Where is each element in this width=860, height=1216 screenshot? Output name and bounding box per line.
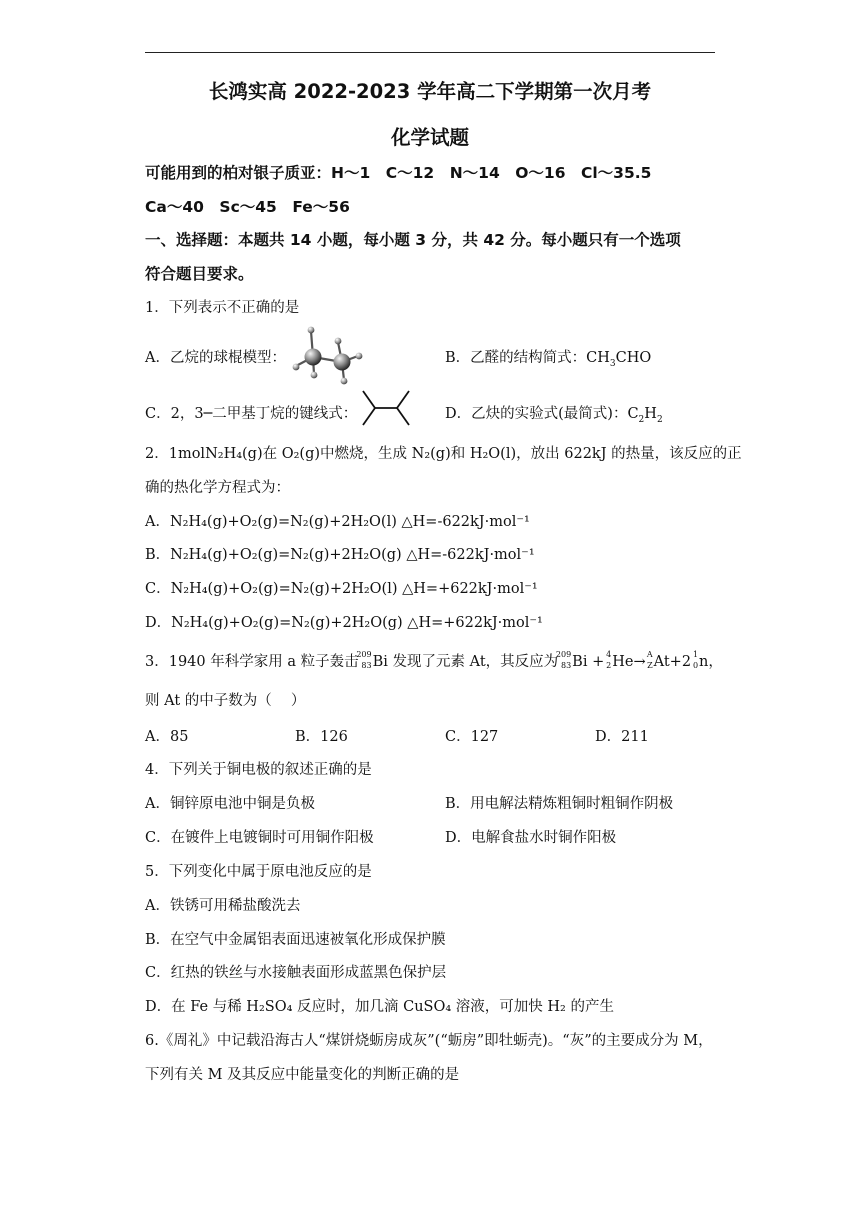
atomic-masses-line1: 可能用到的柏对银子质亚：H～1 C～12 N～14 O～16 Cl～35.5 [145, 164, 652, 182]
q3-option-a: A．85 [145, 729, 189, 745]
q3-option-c: C．127 [445, 729, 499, 745]
q3-stem-line1: 3．1940 年科学家用 a 粒子轰击 209 83 Bi 发现了元素 At，其反应为 209 83 Bi + 4 2 He→ A Z At+2 1 0 n， [145, 650, 723, 670]
q5-option-a: A．铁锈可用稀盐酸洗去 [145, 898, 301, 914]
section-heading-line1: 一、选择题：本题共 14 小题，每小题 3 分，共 42 分。每小题只有一个选项 [145, 231, 681, 249]
q2-option-b: B．N₂H₄(g)+O₂(g)=N₂(g)+2H₂O(g) △H=-622kJ·mol⁻¹ [145, 547, 535, 563]
q6-stem-line1: 6.《周礼》中记载沿海古人“煤饼烧蛎房成灰”(“蛎房”即牡蛎壳)。“灰”的主要成分为 M， [145, 1033, 713, 1049]
q5-stem: 5．下列变化中属于原电池反应的是 [145, 864, 372, 880]
q3-option-d: D．211 [595, 729, 649, 745]
q5-option-b: B．在空气中金属铝表面迅速被氧化形成保护膜 [145, 932, 446, 948]
q5-option-c: C．红热的铁丝与水接触表面形成蓝黑色保护层 [145, 965, 447, 981]
ethane-ball-stick-model [288, 322, 368, 386]
q2-stem-line2: 确的热化学方程式为： [145, 480, 290, 496]
q2-stem-line1: 2．1molN₂H₄(g)在 O₂(g)中燃烧，生成 N₂(g)和 H₂O(l)，放出 622kJ 的热量，该反应的正 [145, 446, 742, 462]
q1-option-a: A．乙烷的球棍模型： [145, 350, 286, 366]
q5-option-d: D．在 Fe 与稀 H₂SO₄ 反应时，加几滴 CuSO₄ 溶液，可加快 H₂ 的产生 [145, 999, 614, 1015]
q4-option-b: B．用电解法精炼粗铜时粗铜作阴极 [445, 796, 674, 812]
q2-option-d: D．N₂H₄(g)+O₂(g)=N₂(g)+2H₂O(g) △H=+622kJ·mol⁻¹ [145, 615, 543, 631]
he-nuclide: 4 2 [606, 650, 612, 670]
dimethylbutane-skeletal-formula [360, 388, 412, 428]
at-nuclide: A Z [646, 650, 653, 670]
bi-nuclide: 209 83 [356, 650, 372, 670]
q4-option-a: A．铜锌原电池中铜是负极 [145, 796, 315, 812]
q2-option-a: A．N₂H₄(g)+O₂(g)=N₂(g)+2H₂O(l) △H=-622kJ·mol⁻¹ [145, 514, 530, 530]
q2-option-c: C．N₂H₄(g)+O₂(g)=N₂(g)+2H₂O(l) △H=+622kJ·mol⁻¹ [145, 581, 538, 597]
q6-stem-line2: 下列有关 M 及其反应中能量变化的判断正确的是 [145, 1067, 460, 1083]
q3-stem-line2: 则 At 的中子数为（ ） [145, 693, 306, 709]
section-heading-line2: 符合题目要求。 [145, 265, 254, 283]
q3-option-b: B．126 [295, 729, 348, 745]
atomic-masses-line2: Ca～40 Sc～45 Fe～56 [145, 198, 350, 216]
bi-nuclide-reactant: 209 83 [555, 650, 572, 670]
q1-option-c: C．2，3─二甲基丁烷的键线式： [145, 406, 358, 422]
q4-option-d: D．电解食盐水时铜作阳极 [445, 830, 617, 846]
exam-subtitle: 化学试题 [390, 126, 469, 149]
q4-option-c: C．在镀件上电镀铜时可用铜作阳极 [145, 830, 374, 846]
q4-stem: 4．下列关于铜电极的叙述正确的是 [145, 762, 372, 778]
q1-stem: 1．下列表示不正确的是 [145, 300, 300, 316]
top-rule [145, 52, 715, 53]
neutron: 1 0 [692, 650, 699, 670]
q1-option-d: D．乙炔的实验式(最简式)：$C_2H_2$ [445, 406, 663, 425]
exam-title: 长鸿实高 2022-2023 学年高二下学期第一次月考 [208, 80, 652, 103]
q1-option-b: B．乙醛的结构简式：$CH_3CHO$ [445, 350, 652, 369]
